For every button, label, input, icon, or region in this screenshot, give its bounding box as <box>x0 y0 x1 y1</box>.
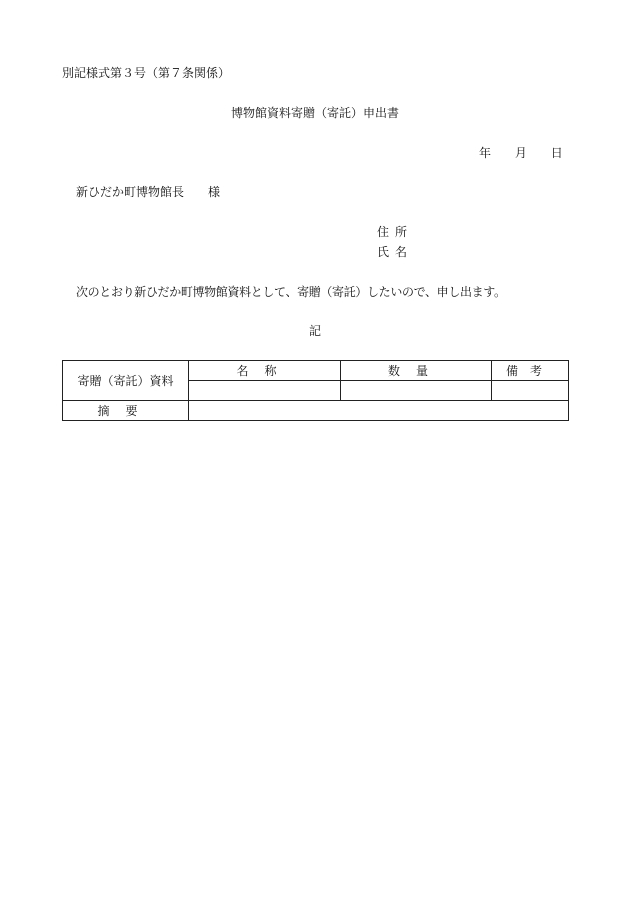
document-title: 博物館資料寄贈（寄託）申出書 <box>230 106 399 120</box>
date-year-label: 年 <box>479 146 492 160</box>
donation-items-table <box>62 360 569 421</box>
column-header-remarks: 備考 <box>492 361 569 381</box>
form-reference: 別記様式第３号（第７条関係） <box>62 66 231 80</box>
quantity-value-cell[interactable] <box>341 381 492 401</box>
summary-value-cell[interactable] <box>189 401 569 421</box>
name-value-cell[interactable] <box>189 381 341 401</box>
row-header-donation-items: 寄贈（寄託）資料 <box>63 361 189 401</box>
date-month-label: 月 <box>514 146 527 160</box>
addressee <box>76 186 220 198</box>
ki-heading: 記 <box>308 324 321 338</box>
summary-label: 摘要 <box>63 401 189 421</box>
date-line <box>479 147 563 159</box>
applicant-address-label: 住所 <box>377 225 414 239</box>
table-header-row <box>63 361 569 381</box>
remarks-value-cell[interactable] <box>492 381 569 401</box>
body-text: 次のとおり新ひだか町博物館資料として、寄贈（寄託）したいので、申し出ます。 <box>76 285 506 299</box>
addressee-honorific: 様 <box>208 185 221 199</box>
addressee-name: 新ひだか町博物館長 <box>76 185 185 199</box>
date-day-label: 日 <box>550 146 563 160</box>
column-header-name: 名称 <box>189 361 341 381</box>
column-header-quantity: 数量 <box>341 361 492 381</box>
applicant-name-label: 氏名 <box>377 245 414 259</box>
summary-row <box>63 401 569 421</box>
